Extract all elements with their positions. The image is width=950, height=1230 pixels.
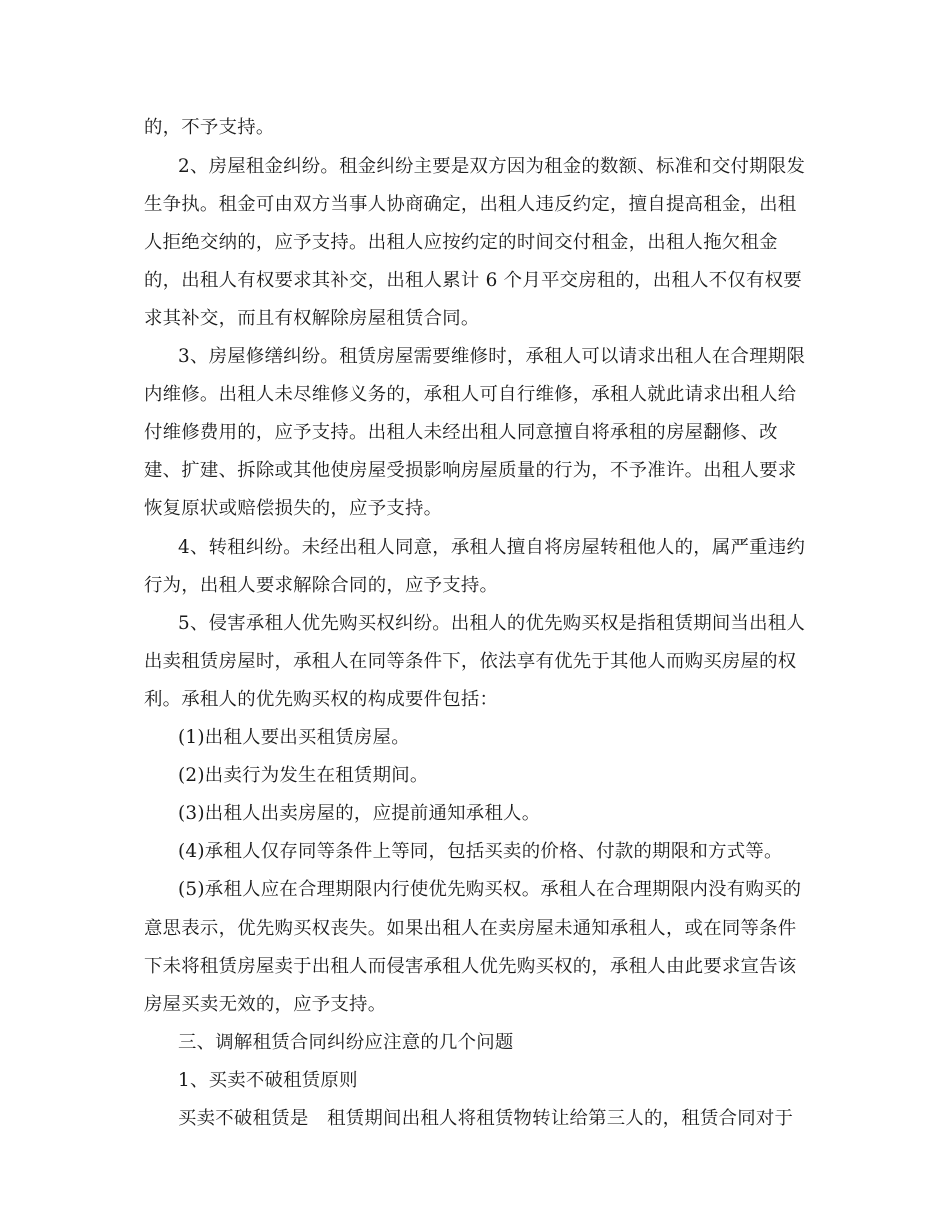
list-item: (3)出租人出卖房屋的，应提前通知承租人。 [178, 803, 541, 824]
text-line: 建、扩建、拆除或其他使房屋受损影响房屋质量的行为，不予准许。出租人要求 [144, 460, 797, 481]
text-line: 内维修。出租人未尽维修义务的，承租人可自行维修，承租人就此请求出租人给 [144, 384, 797, 405]
text-line: 出卖租赁房屋时，承租人在同等条件下，依法享有优先于其他人而购买房屋的权 [144, 651, 797, 672]
section-heading: 三、调解租赁合同纠纷应注意的几个问题 [178, 1032, 514, 1053]
list-item: (5)承租人应在合理期限内行使优先购买权。承租人在合理期限内没有购买的 [178, 879, 802, 900]
list-item: (1)出租人要出买租赁房屋。 [178, 727, 410, 748]
paragraph-line: 2、房屋租金纠纷。租金纠纷主要是双方因为租金的数额、标准和交付期限发 [178, 156, 806, 177]
text-line: 房屋买卖无效的，应予支持。 [144, 994, 387, 1015]
text-line: 的，不予支持。 [144, 117, 275, 138]
paragraph-line: 3、房屋修缮纠纷。租赁房屋需要维修时，承租人可以请求出租人在合理期限 [178, 346, 806, 367]
text-line: 生争执。租金可由双方当事人协商确定，出租人违反约定，擅自提高租金，出租 [144, 194, 797, 215]
paragraph-line: 5、侵害承租人优先购买权纠纷。出租人的优先购买权是指租赁期间当出租人 [178, 613, 806, 634]
text-line: 的，出租人有权要求其补交，出租人累计 6 个月平交房租的，出租人不仅有权要 [144, 270, 802, 291]
list-item: (4)承租人仅存同等条件上等同，包括买卖的价格、付款的期限和方式等。 [178, 841, 783, 862]
text-line: 下未将租赁房屋卖于出租人而侵害承租人优先购买权的，承租人由此要求宣告该 [144, 956, 797, 977]
paragraph-line: 4、转租纠纷。未经出租人同意，承租人擅自将房屋转租他人的，属严重违约 [178, 537, 806, 558]
text-line: 恢复原状或赔偿损失的，应予支持。 [144, 498, 443, 519]
paragraph-line: 买卖不破租赁是 租赁期间出租人将租赁物转让给第三人的，租赁合同对于 [178, 1108, 794, 1129]
subsection-heading: 1、买卖不破租赁原则 [178, 1070, 358, 1091]
text-line: 求其补交，而且有权解除房屋租赁合同。 [144, 308, 480, 329]
text-line: 行为，出租人要求解除合同的，应予支持。 [144, 575, 499, 596]
text-line: 意思表示，优先购买权丧失。如果出租人在卖房屋未通知承租人，或在同等条件 [144, 918, 797, 939]
list-item: (2)出卖行为发生在租赁期间。 [178, 765, 429, 786]
text-line: 人拒绝交纳的，应予支持。出租人应按约定的时间交付租金，出租人拖欠租金 [144, 232, 778, 253]
text-line: 利。承租人的优先购买权的构成要件包括： [144, 689, 499, 710]
text-line: 付维修费用的，应予支持。出租人未经出租人同意擅自将承租的房屋翻修、改 [144, 422, 778, 443]
